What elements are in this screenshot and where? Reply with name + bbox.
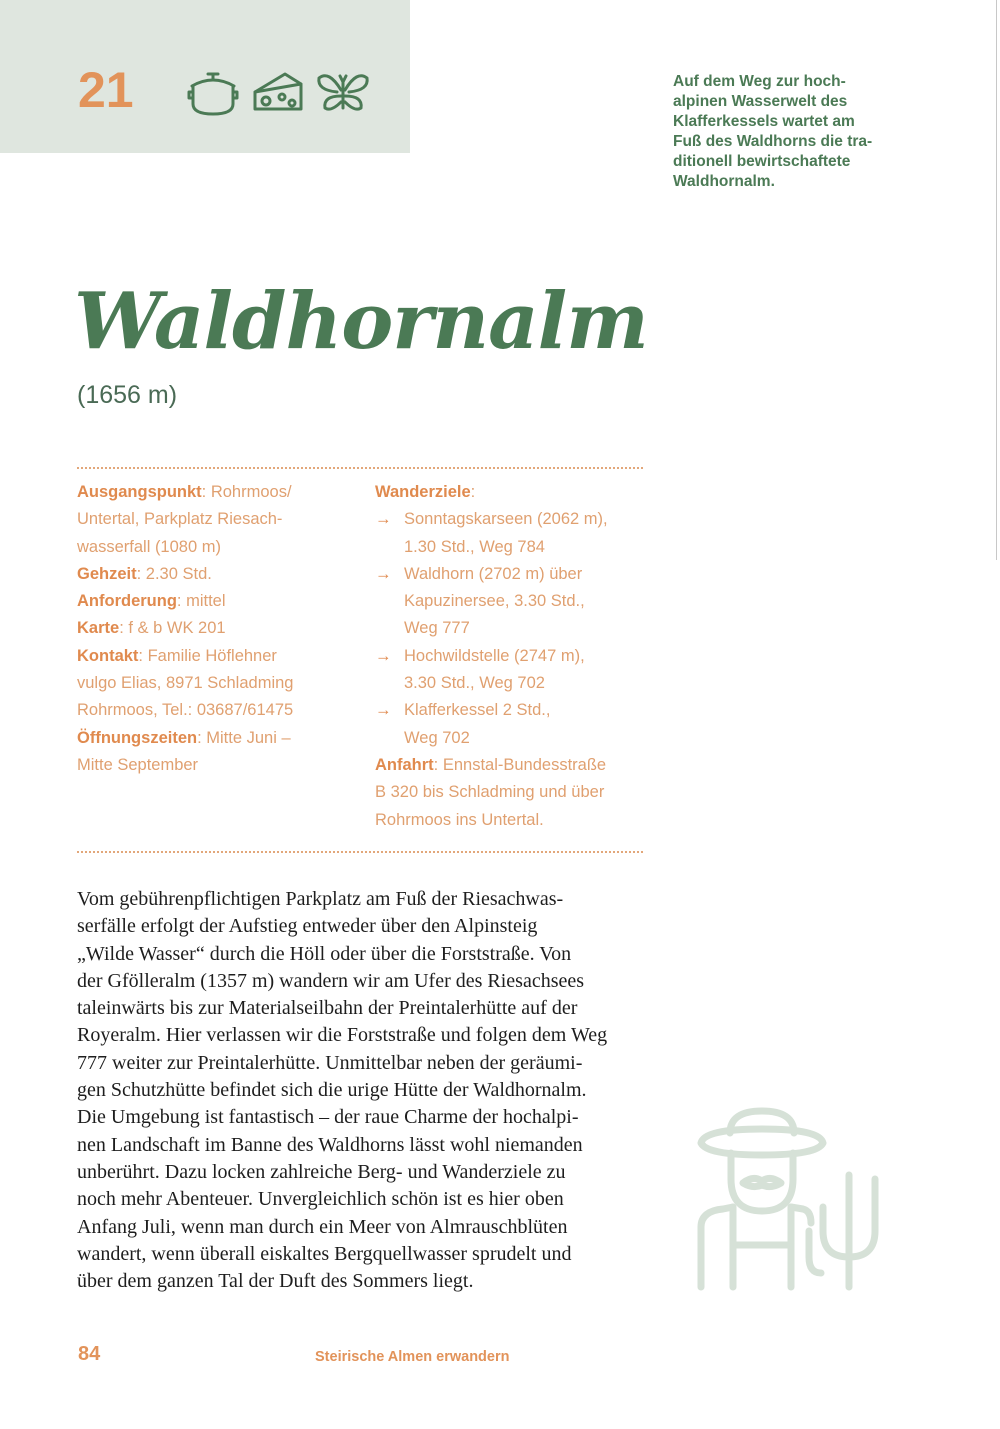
body-line: Royeralm. Hier verlassen wir die Forststraße und folgen dem Weg bbox=[77, 1024, 608, 1047]
cooking-pot-icon bbox=[186, 68, 240, 118]
page-title: Waldhornalm bbox=[74, 276, 648, 367]
info-column-left bbox=[77, 479, 357, 779]
body-line: der Gfölleralm (1357 m) wandern wir am Ufer des Riesachsees bbox=[77, 969, 585, 992]
info-line: Untertal, Parkplatz Riesach- bbox=[77, 510, 283, 529]
body-line: 777 weiter zur Preintalerhütte. Unmittelbar neben der geräumi- bbox=[77, 1051, 583, 1074]
intro-text bbox=[673, 72, 893, 192]
body-line: Anfang Juli, wenn man durch ein Meer von Almrauschblüten bbox=[77, 1215, 568, 1238]
divider-bottom bbox=[77, 851, 643, 853]
body-line: „Wilde Wasser“ durch die Höll oder über die Forststraße. Von bbox=[77, 942, 572, 965]
info-line: Öffnungszeiten: Mitte Juni – bbox=[77, 728, 291, 747]
body-line: gen Schutzhütte befindet sich die urige Hütte der Waldhornalm. bbox=[77, 1079, 587, 1102]
info-line: Rohrmoos, Tel.: 03687/61475 bbox=[77, 701, 294, 720]
destination-item-cont: Weg 777 bbox=[404, 619, 470, 638]
butterfly-icon bbox=[316, 68, 370, 118]
body-line: unberührt. Dazu locken zahlreiche Berg- und Wanderziele zu bbox=[77, 1160, 566, 1183]
body-line: noch mehr Abenteuer. Unvergleichlich schön ist es hier oben bbox=[77, 1188, 564, 1211]
intro-line: ditionell bewirtschaftete bbox=[673, 153, 851, 170]
info-line: Gehzeit: 2.30 Std. bbox=[77, 564, 212, 583]
page-number: 84 bbox=[78, 1343, 101, 1365]
intro-line: Klafferkessels wartet am bbox=[673, 113, 855, 130]
arrow-right-icon: → bbox=[375, 510, 392, 529]
body-line: Vom gebührenpflichtigen Parkplatz am Fuß der Riesachwas- bbox=[77, 888, 564, 910]
book-title: Steirische Almen erwandern bbox=[315, 1349, 510, 1365]
info-line: Ausgangspunkt: Rohrmoos/ bbox=[77, 483, 292, 501]
tour-number: 21 bbox=[78, 62, 134, 118]
destination-item-cont: Kapuzinersee, 3.30 Std., bbox=[404, 592, 585, 611]
destination-item-cont: Weg 702 bbox=[404, 728, 470, 747]
cheese-icon bbox=[252, 68, 304, 118]
arrow-right-icon: → bbox=[375, 701, 392, 720]
arrow-right-icon: → bbox=[375, 646, 392, 665]
info-line: Karte: f & b WK 201 bbox=[77, 619, 226, 638]
destination-item: → Sonntagskarseen (2062 m), bbox=[375, 506, 655, 533]
approach-line: Anfahrt: Ennstal-Bundesstraße bbox=[375, 755, 607, 774]
intro-line: Auf dem Weg zur hoch- bbox=[673, 73, 846, 90]
destination-item: → Waldhorn (2702 m) über bbox=[375, 561, 655, 588]
body-line: serfälle erfolgt der Aufstieg entweder über den Alpinsteig bbox=[77, 915, 538, 938]
destination-item-cont: 3.30 Std., Weg 702 bbox=[404, 674, 545, 693]
body-text bbox=[77, 886, 657, 1295]
farmer-with-pitchfork-icon bbox=[695, 1105, 890, 1295]
body-line: taleinwärts bis zur Materialseilbahn der Preintalerhütte auf der bbox=[77, 997, 578, 1020]
body-line: über dem ganzen Tal der Duft des Sommers liegt. bbox=[77, 1270, 474, 1293]
info-line: Mitte September bbox=[77, 755, 199, 774]
info-line: wasserfall (1080 m) bbox=[77, 537, 221, 556]
approach-line: B 320 bis Schladming und über bbox=[375, 783, 605, 802]
divider-top bbox=[77, 467, 643, 469]
info-line: vulgo Elias, 8971 Schladming bbox=[77, 674, 294, 693]
body-line: Die Umgebung ist fantastisch – der raue Charme der hochalpi- bbox=[77, 1106, 579, 1129]
info-line: Anforderung: mittel bbox=[77, 592, 226, 611]
body-line: wandert, wenn überall eiskaltes Bergquellwasser sprudelt und bbox=[77, 1242, 572, 1265]
destinations-heading: Wanderziele: bbox=[375, 483, 476, 501]
intro-line: Waldhornalm. bbox=[673, 173, 775, 190]
body-line: nen Landschaft im Banne des Waldhorns lässt wohl niemanden bbox=[77, 1133, 583, 1156]
altitude: (1656 m) bbox=[77, 381, 178, 409]
intro-line: alpinen Wasserwelt des bbox=[673, 93, 848, 110]
info-line: Kontakt: Familie Höflehner bbox=[77, 646, 277, 665]
info-column-right bbox=[375, 479, 655, 834]
approach-line: Rohrmoos ins Untertal. bbox=[375, 810, 544, 829]
arrow-right-icon: → bbox=[375, 564, 392, 583]
intro-line: Fuß des Waldhorns die tra- bbox=[673, 133, 873, 150]
destination-item: → Hochwildstelle (2747 m), bbox=[375, 643, 655, 670]
destination-item: → Klafferkessel 2 Std., bbox=[375, 697, 655, 724]
page-edge bbox=[996, 0, 997, 560]
destination-item-cont: 1.30 Std., Weg 784 bbox=[404, 537, 545, 556]
